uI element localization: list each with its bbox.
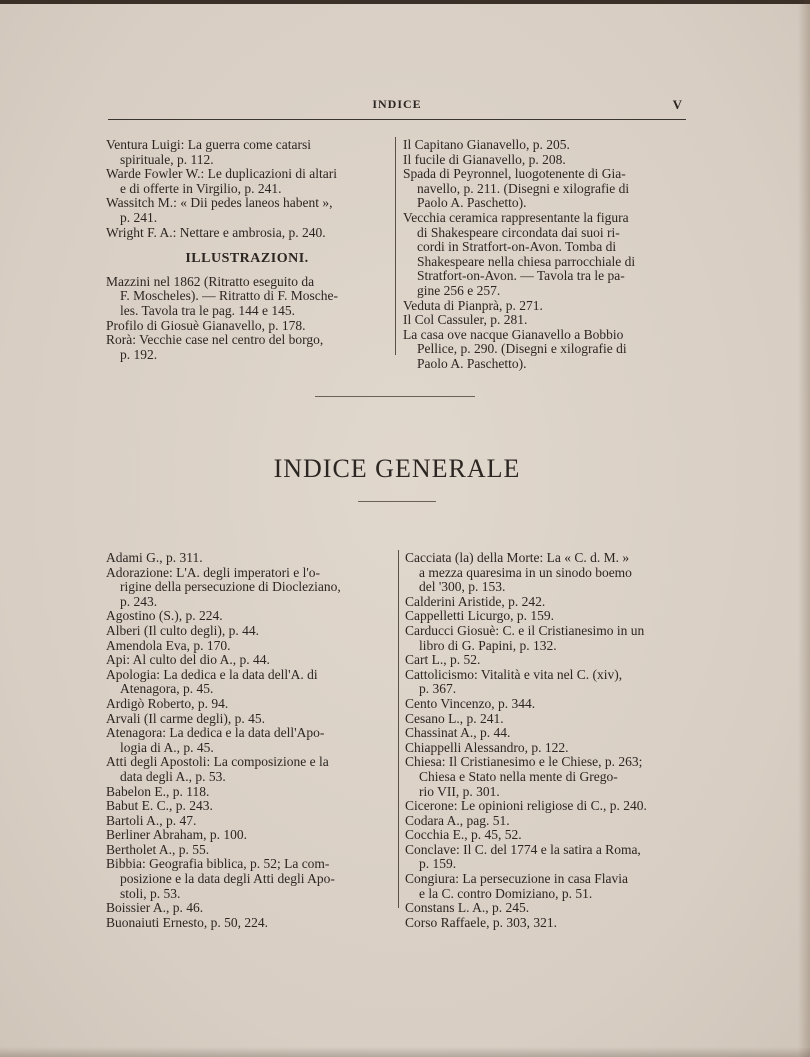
entry-line: Vecchia ceramica rappresentante la figura: [403, 209, 629, 225]
index-entry: [405, 712, 688, 727]
index-entry: [106, 712, 388, 727]
index-entry: [405, 624, 688, 653]
index-entry: [106, 843, 388, 858]
index-right-column: [405, 551, 688, 930]
entry-line: Apologia: La dedica e la data dell'A. di: [106, 666, 318, 682]
entry-continuation-line: p. 243.: [120, 593, 158, 609]
entry-line: Il Col Cassuler, p. 281.: [403, 312, 528, 328]
entry-line: Spada di Peyronnel, luogotenente di Gia-: [403, 166, 626, 182]
entry-line: Adami G., p. 311.: [106, 550, 203, 565]
index-entry: [405, 843, 688, 872]
index-entry: [403, 211, 685, 299]
index-entry: [403, 153, 685, 168]
index-entry: [405, 726, 688, 741]
entry-continuation-line: gine 256 e 257.: [417, 282, 501, 298]
index-entry: [106, 916, 388, 931]
index-entry: [106, 624, 388, 639]
entry-line: Arvali (Il carme degli), p. 45.: [106, 710, 265, 726]
entry-continuation-line: rio VII, p. 301.: [419, 783, 500, 799]
entry-line: Cart L., p. 52.: [405, 652, 481, 668]
entry-continuation-line: p. 241.: [120, 209, 158, 225]
index-entry: [405, 595, 688, 610]
top-edge: [0, 0, 810, 4]
column-divider: [395, 137, 396, 355]
bottom-edge-shadow: [0, 1047, 810, 1057]
running-title: INDICE: [372, 97, 422, 111]
right-edge-shadow: [798, 0, 810, 1057]
entry-line: Alberi (Il culto degli), p. 44.: [106, 622, 259, 638]
index-entry: [106, 668, 388, 697]
index-entry: [106, 319, 388, 334]
illustrations-left-column: [106, 138, 388, 362]
index-entries-left: [106, 551, 388, 930]
entry-line: Bertholet A., p. 55.: [106, 841, 210, 857]
entry-line: Carducci Giosuè: C. e il Cristianesimo in un: [405, 622, 645, 638]
index-entry: [106, 566, 388, 610]
entry-line: Mazzini nel 1862 (Ritratto eseguito da: [106, 273, 315, 289]
entry-line: Cappelletti Licurgo, p. 159.: [405, 608, 554, 624]
entry-line: La casa ove nacque Gianavello a Bobbio: [403, 326, 624, 342]
index-entry: [106, 639, 388, 654]
index-entry: [405, 609, 688, 624]
index-entry: [106, 333, 388, 362]
entry-continuation-line: data degli A., p. 53.: [120, 768, 226, 784]
index-entry: [106, 814, 388, 829]
entry-line: Babut E. C., p. 243.: [106, 798, 213, 814]
entry-line: Cocchia E., p. 45, 52.: [405, 827, 522, 843]
entry-continuation-line: Paolo A. Paschetto).: [417, 355, 527, 371]
entry-line: Agostino (S.), p. 224.: [106, 608, 223, 624]
entry-continuation-line: Shakespeare nella chiesa parrocchiale di: [417, 253, 636, 269]
entry-line: Chiesa: Il Cristianesimo e le Chiese, p. 263;: [405, 754, 643, 770]
index-entry: [106, 653, 388, 668]
entry-continuation-line: e la C. contro Domiziano, p. 51.: [419, 885, 593, 901]
entry-continuation-line: F. Moscheles). — Ritratto di F. Mosche-: [120, 288, 338, 304]
entry-continuation-line: cordi in Stratfort-on-Avon. Tomba di: [417, 239, 617, 255]
entry-line: Berliner Abraham, p. 100.: [106, 827, 247, 843]
index-entry: [405, 814, 688, 829]
illustration-entries: [106, 275, 388, 363]
entry-line: Profilo di Giosuè Gianavello, p. 178.: [106, 317, 306, 333]
index-entry: [106, 609, 388, 624]
section-separator: [315, 396, 475, 397]
index-entry: [106, 167, 388, 196]
entry-line: Ventura Luigi: La guerra come catarsi: [106, 137, 312, 152]
index-entry: [405, 872, 688, 901]
column-divider: [398, 550, 399, 908]
entry-continuation-line: Stratfort-on-Avon. — Tavola tra le pa-: [417, 268, 625, 284]
index-heading: INDICE GENERALE: [273, 454, 521, 483]
index-entry: [106, 138, 388, 167]
entry-line: Api: Al culto del dio A., p. 44.: [106, 652, 270, 668]
index-entry: [106, 726, 388, 755]
entry-line: Babelon E., p. 118.: [106, 783, 210, 799]
entry-continuation-line: rigine della persecuzione di Diocleziano,: [120, 579, 341, 595]
index-entry: [106, 901, 388, 916]
entry-continuation-line: logia di A., p. 45.: [120, 739, 214, 755]
index-entry: [403, 138, 685, 153]
entry-line: Boissier A., p. 46.: [106, 900, 204, 916]
running-head: [108, 97, 686, 120]
index-entry: [106, 828, 388, 843]
entry-continuation-line: Paolo A. Paschetto).: [417, 195, 527, 211]
index-entry: [106, 799, 388, 814]
index-entries-right: [405, 551, 688, 930]
entry-continuation-line: Atenagora, p. 45.: [120, 681, 214, 697]
index-entry: [403, 328, 685, 372]
entry-line: Atti degli Apostoli: La composizione e la: [106, 754, 329, 770]
entry-continuation-line: di Shakespeare circondata dai suoi ri-: [417, 224, 620, 240]
entry-line: Il fucile di Gianavello, p. 208.: [403, 151, 566, 167]
entry-continuation-line: spirituale, p. 112.: [120, 151, 214, 167]
index-entry: [106, 275, 388, 319]
entry-continuation-line: e di offerte in Virgilio, p. 241.: [120, 180, 282, 196]
index-entry: [106, 551, 388, 566]
entry-continuation-line: navello, p. 211. (Disegni e xilografie di: [417, 180, 630, 196]
entry-line: Calderini Aristide, p. 242.: [405, 593, 546, 609]
illustration-entries-right: [403, 138, 685, 372]
entry-line: Cacciata (la) della Morte: La « C. d. M. »: [405, 550, 630, 565]
index-entry: [106, 785, 388, 800]
illustrations-right-column: [403, 138, 685, 372]
entry-line: Warde Fowler W.: Le duplicazioni di altari: [106, 166, 337, 182]
entry-line: Cattolicismo: Vitalità e vita nel C. (xiv),: [405, 666, 623, 682]
entry-continuation-line: stoli, p. 53.: [120, 885, 181, 901]
entry-line: Cesano L., p. 241.: [405, 710, 504, 726]
entry-continuation-line: posizione e la data degli Atti degli Apo-: [120, 871, 335, 887]
entry-line: Chiappelli Alessandro, p. 122.: [405, 739, 569, 755]
entry-continuation-line: p. 192.: [120, 346, 158, 362]
heading-underline: [358, 501, 436, 502]
index-entry: [405, 828, 688, 843]
index-left-column: [106, 551, 388, 930]
entry-line: Wright F. A.: Nettare e ambrosia, p. 240.: [106, 224, 326, 240]
index-entry: [405, 755, 688, 799]
entry-line: Cicerone: Le opinioni religiose di C., p. 240.: [405, 798, 647, 814]
index-entry: [405, 697, 688, 712]
index-entry: [405, 916, 688, 931]
entry-line: Bibbia: Geografia biblica, p. 52; La com-: [106, 856, 330, 872]
entry-line: Constans L. A., p. 245.: [405, 900, 530, 916]
index-entry: [106, 697, 388, 712]
index-entry: [403, 299, 685, 314]
page-number: V: [672, 97, 682, 112]
entry-line: Conclave: Il C. del 1774 e la satira a Roma,: [405, 841, 641, 857]
index-entry: [106, 857, 388, 901]
index-entry: [106, 226, 388, 241]
entry-continuation-line: Chiesa e Stato nella mente di Grego-: [419, 768, 618, 784]
index-entry: [403, 313, 685, 328]
entry-line: Rorà: Vecchie case nel centro del borgo,: [106, 332, 324, 348]
index-entry: [405, 551, 688, 595]
index-entry: [405, 668, 688, 697]
entry-continuation-line: del '300, p. 153.: [419, 579, 506, 595]
entry-line: Congiura: La persecuzione in casa Flavia: [405, 871, 629, 887]
index-entry: [106, 755, 388, 784]
entry-continuation-line: p. 367.: [419, 681, 457, 697]
index-entry: [405, 799, 688, 814]
entry-line: Codara A., pag. 51.: [405, 812, 510, 828]
entry-line: Veduta di Pianprà, p. 271.: [403, 297, 543, 313]
entry-continuation-line: Pellice, p. 290. (Disegni e xilografie di: [417, 341, 627, 357]
entry-continuation-line: a mezza quaresima in un sinodo boemo: [419, 564, 632, 580]
index-entry: [106, 196, 388, 225]
index-entry: [403, 167, 685, 211]
entry-line: Bartoli A., p. 47.: [106, 812, 197, 828]
entry-line: Atenagora: La dedica e la data dell'Apo-: [106, 725, 325, 741]
entry-line: Amendola Eva, p. 170.: [106, 637, 231, 653]
entry-continuation-line: p. 159.: [419, 856, 457, 872]
illustrations-heading: ILLUSTRAZIONI.: [185, 251, 309, 267]
entry-line: Chassinat A., p. 44.: [405, 725, 511, 741]
entry-continuation-line: les. Tavola tra le pag. 144 e 145.: [120, 302, 296, 318]
index-entry: [405, 741, 688, 756]
entry-line: Buonaiuti Ernesto, p. 50, 224.: [106, 914, 268, 930]
entry-line: Ardigò Roberto, p. 94.: [106, 695, 229, 711]
entry-continuation-line: libro di G. Papini, p. 132.: [419, 637, 557, 653]
entry-line: Il Capitano Gianavello, p. 205.: [403, 137, 570, 152]
author-entries: [106, 138, 388, 240]
index-entry: [405, 901, 688, 916]
index-entry: [405, 653, 688, 668]
entry-line: Adorazione: L'A. degli imperatori e l'o-: [106, 564, 321, 580]
entry-line: Wassitch M.: « Dii pedes laneos habent »,: [106, 195, 333, 211]
entry-line: Cento Vincenzo, p. 344.: [405, 695, 536, 711]
entry-line: Corso Raffaele, p. 303, 321.: [405, 914, 557, 930]
